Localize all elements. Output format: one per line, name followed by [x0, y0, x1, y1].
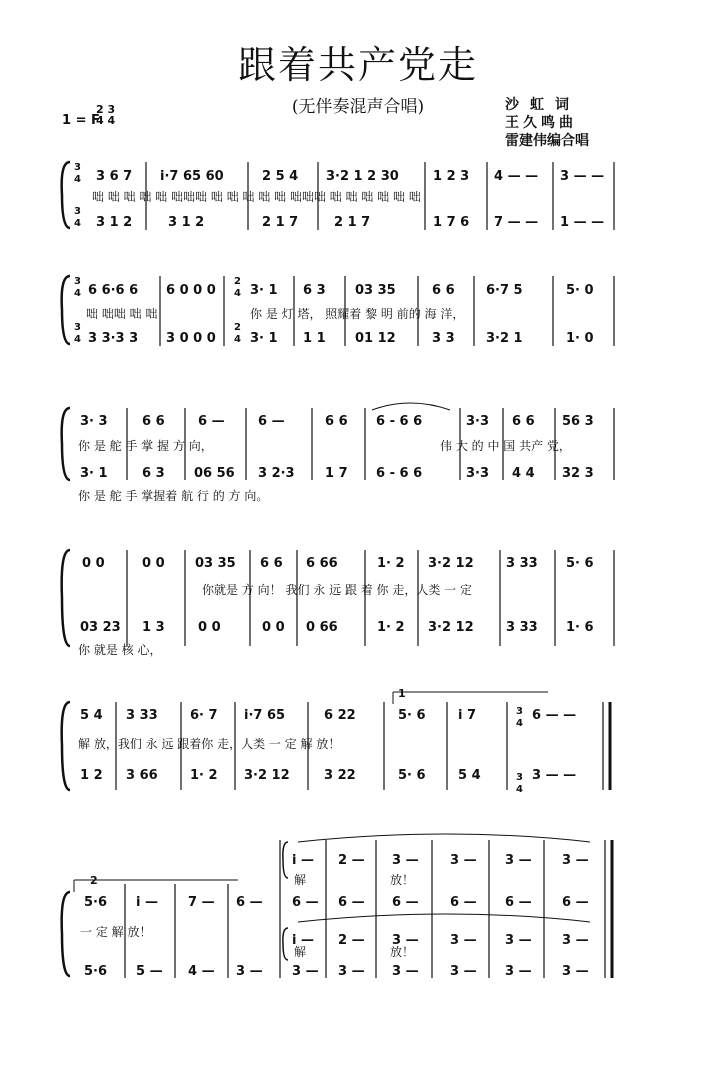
notes-lower: 4 4 [512, 466, 535, 481]
notes-lower: 3 — [236, 964, 263, 979]
notes-lower: 3·2 12 [428, 620, 474, 635]
lyrics-top: 解 [294, 873, 307, 887]
notes-lower: 5·6 [84, 964, 108, 979]
system-2 [62, 276, 614, 346]
lyrics-upper: 咄 咄 咄 咄 咄 咄咄咄 咄 咄 咄 咄 咄 咄咄咄 咄 咄 咄 咄 咄 咄 [92, 190, 421, 204]
notes-mid: 3 — [450, 933, 477, 948]
notes-upper: 6 6 [325, 414, 348, 429]
notes-upper: 6 6 [512, 414, 535, 429]
brace [283, 928, 288, 960]
notes-upper: 3·2 1 2 30 [326, 169, 399, 184]
volta-number: 1 [398, 687, 406, 700]
notes-lower: 06 56 [194, 466, 235, 481]
notes-upper: 2 5 4 [262, 169, 299, 184]
lyrics-top: 放！ [390, 873, 415, 887]
lyricist-credit: 沙虹词 [505, 97, 580, 113]
notes-lower: 3 2·3 [258, 466, 295, 481]
arranger-credit: 雷建伟编合唱 [505, 133, 589, 149]
notes-lower: 3·3 [466, 466, 490, 481]
notes-upper: 6 3 [303, 283, 326, 298]
notes-lower: 1· 0 [566, 331, 594, 346]
notes-upper: 6 22 [324, 708, 356, 723]
notes-upper: 5· 0 [566, 283, 594, 298]
notes-upper: 5· 6 [566, 556, 594, 571]
notes-lower: 3 — [292, 964, 319, 979]
svg-text:4: 4 [74, 288, 81, 299]
notes-mid: 2 — [338, 933, 365, 948]
svg-text:3: 3 [516, 772, 523, 783]
notes-lower: 3 1 2 [168, 215, 205, 230]
notes-mid: 3 — [392, 933, 419, 948]
notes-upper: i — [136, 895, 158, 910]
notes-upper: 56 3 [562, 414, 594, 429]
notes-upper: 6 - 6 6 [376, 414, 423, 429]
notes-upper: 6 — [236, 895, 263, 910]
notes-lower: 3 66 [126, 768, 158, 783]
notes-upper: 6 — [292, 895, 319, 910]
lyrics-upper: 你就是 方 向！ 我们 永 远 跟 着 你 走，人类 一 定 [202, 583, 472, 597]
notes-upper: 1 2 3 [433, 169, 470, 184]
notes-lower: 4 — [188, 964, 215, 979]
notes-lower: 3· 1 [250, 331, 278, 346]
notes-lower: 3 — — [532, 768, 577, 783]
notes-upper: 6·7 5 [486, 283, 523, 298]
notes-upper: 5· 6 [398, 708, 426, 723]
lyrics-upper: 伟 大 的 中 国 共产 党， [440, 439, 571, 453]
lyrics-mid: 解 [294, 945, 307, 959]
notes-upper: 5 4 [80, 708, 103, 723]
notes-lower: 1 — — [560, 215, 605, 230]
notes-lower: 0 0 [198, 620, 221, 635]
notes-lower: 0 0 [262, 620, 285, 635]
notes-upper: 6 — [338, 895, 365, 910]
notes-lower: 1 7 [325, 466, 348, 481]
notes-lower: 6 - 6 6 [376, 466, 423, 481]
brace [62, 550, 70, 646]
notes-lower: 1· 2 [377, 620, 405, 635]
notes-lower: 1 2 [80, 768, 103, 783]
svg-text:4: 4 [516, 784, 523, 795]
notes-lower: 01 12 [355, 331, 396, 346]
notes-lower: 1· 6 [566, 620, 594, 635]
meter-bottom: 4 4 [96, 114, 116, 127]
notes-mid: i — [292, 933, 314, 948]
notes-upper: 3· 1 [250, 283, 278, 298]
notes-upper: 6 66 [306, 556, 338, 571]
notes-upper: i·7 65 [244, 708, 286, 723]
tie [372, 403, 450, 410]
notes-lower: 3 — [505, 964, 532, 979]
notes-upper: 03 35 [195, 556, 236, 571]
lyrics-upper: 你 是 舵 手 掌 握 方 向， [78, 439, 213, 453]
notes-upper: 6 — [450, 895, 477, 910]
lyrics-lower: 你 就是 核 心， [78, 643, 162, 657]
notes-upper: 6 — [562, 895, 589, 910]
notes-upper: 6 6 [432, 283, 455, 298]
svg-text:4: 4 [74, 334, 81, 345]
svg-text:4: 4 [234, 334, 241, 345]
notes-lower: 1 7 6 [433, 215, 470, 230]
notes-upper: 6 6 [260, 556, 283, 571]
svg-text:4: 4 [234, 288, 241, 299]
slur [298, 914, 590, 922]
slur [298, 834, 590, 842]
notes-upper: 03 35 [355, 283, 396, 298]
svg-text:3: 3 [74, 206, 81, 217]
notes-top: 3 — [562, 853, 589, 868]
notes-upper: 3·2 12 [428, 556, 474, 571]
notes-lower: 3 33 [506, 620, 538, 635]
svg-text:3: 3 [74, 322, 81, 333]
key-signature: 1 = F [62, 113, 100, 128]
notes-lower: 1· 2 [190, 768, 218, 783]
notes-upper: 3 — — [560, 169, 605, 184]
notes-lower: 7 — — [494, 215, 539, 230]
svg-text:4: 4 [74, 218, 81, 229]
composer-credit: 王久鸣曲 [505, 115, 577, 131]
notes-upper: 1· 2 [377, 556, 405, 571]
brace [62, 162, 70, 228]
svg-text:3: 3 [74, 276, 81, 287]
notes-lower: 3·2 1 [486, 331, 523, 346]
notes-lower: 3· 1 [80, 466, 108, 481]
lyrics-mid: 放！ [390, 945, 415, 959]
notes-lower: 3 — [392, 964, 419, 979]
svg-text:3: 3 [74, 162, 81, 173]
notes-lower: 3·2 12 [244, 768, 290, 783]
notes-top: 3 — [392, 853, 419, 868]
system-4 [62, 550, 614, 657]
notes-upper: 0 0 [142, 556, 165, 571]
notes-upper: 0 0 [82, 556, 105, 571]
notes-upper: 6 — [198, 414, 225, 429]
notes-lower: 3 — [338, 964, 365, 979]
notes-lower: 3 1 2 [96, 215, 133, 230]
notes-lower: 3 22 [324, 768, 356, 783]
notes-lower: 5· 6 [398, 768, 426, 783]
notes-lower: 5 — [136, 964, 163, 979]
volta-bracket [393, 687, 548, 704]
lyrics-upper: 你 是 灯 塔， 照耀着 黎 明 前的 海 洋， [250, 307, 465, 321]
notes-upper: 6 0 0 0 [166, 283, 216, 298]
notes-mid: 3 — [562, 933, 589, 948]
notes-upper: 7 — [188, 895, 215, 910]
notes-lower: 03 23 [80, 620, 121, 635]
svg-text:2: 2 [234, 322, 241, 333]
notes-upper: 5·6 [84, 895, 108, 910]
meter-top: 2 3 [96, 103, 116, 116]
notes-upper: 6 6 [142, 414, 165, 429]
notes-upper: 6· 7 [190, 708, 218, 723]
notes-upper: 6 6·6 6 [88, 283, 139, 298]
notes-lower: 5 4 [458, 768, 481, 783]
svg-text:4: 4 [516, 718, 523, 729]
brace [62, 276, 70, 344]
notes-lower: 3 3·3 3 [88, 331, 139, 346]
notes-upper: i·7 65 60 [160, 169, 224, 184]
system-6 [62, 834, 612, 979]
notes-upper: 6 — [392, 895, 419, 910]
brace [62, 892, 70, 976]
notes-upper: 4 — — [494, 169, 539, 184]
notes-upper: i 7 [458, 708, 477, 723]
notes-lower: 1 3 [142, 620, 165, 635]
volta-bracket [74, 874, 238, 892]
meter-change: 3 [516, 706, 523, 717]
notes-top: 3 — [450, 853, 477, 868]
system-5 [62, 687, 610, 795]
notes-lower: 3 — [562, 964, 589, 979]
notes-lower: 0 66 [306, 620, 338, 635]
notes-top: 2 — [338, 853, 365, 868]
page-subtitle: (无伴奏混声合唱) [291, 97, 425, 117]
notes-lower: 2 1 7 [262, 215, 299, 230]
brace [283, 842, 288, 878]
notes-upper: 6 — — [532, 708, 577, 723]
notes-lower: 3 — [450, 964, 477, 979]
lyrics-upper: 一 定 解 放！ [80, 925, 152, 939]
notes-top: i — [292, 853, 314, 868]
notes-lower: 32 3 [562, 466, 594, 481]
notes-upper: 6 — [505, 895, 532, 910]
system-3 [62, 403, 614, 503]
brace [62, 702, 70, 790]
svg-text:2: 2 [234, 276, 241, 287]
notes-upper: 3 33 [126, 708, 158, 723]
notes-top: 3 — [505, 853, 532, 868]
lyrics-upper: 咄 咄咄 咄 咄 [86, 307, 158, 321]
notes-mid: 3 — [505, 933, 532, 948]
notes-lower: 3 3 [432, 331, 455, 346]
notes-upper: 3· 3 [80, 414, 108, 429]
lyrics-upper: 解 放，我们 永 远 跟着你 走，人类 一 定 解 放！ [78, 737, 341, 751]
notes-upper: 3·3 [466, 414, 490, 429]
notes-upper: 6 — [258, 414, 285, 429]
svg-text:4: 4 [74, 174, 81, 185]
volta-number: 2 [90, 874, 98, 887]
notes-lower: 2 1 7 [334, 215, 371, 230]
notes-lower: 1 1 [303, 331, 326, 346]
lyrics-lower: 你 是 舵 手 掌握着 航 行 的 方 向。 [78, 489, 269, 503]
page-title: 跟着共产党走 [237, 43, 478, 87]
notes-lower: 6 3 [142, 466, 165, 481]
system-1 [62, 162, 614, 230]
notes-upper: 3 33 [506, 556, 538, 571]
brace [62, 408, 70, 480]
notes-lower: 3 0 0 0 [166, 331, 216, 346]
notes-upper: 3 6 7 [96, 169, 133, 184]
